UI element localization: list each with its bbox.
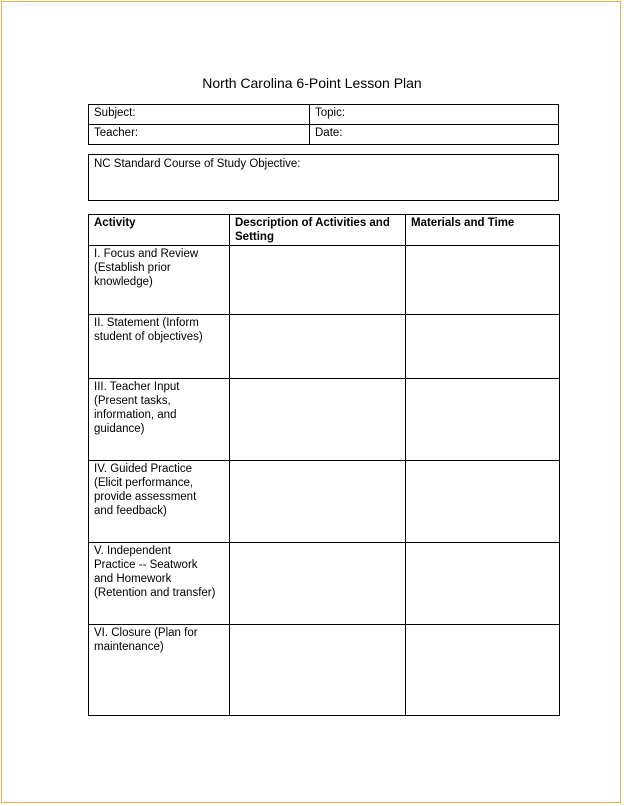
activity-cell: II. Statement (Inform student of objectives): [89, 315, 230, 379]
activity-cell: IV. Guided Practice (Elicit performance, provide assessment and feedback): [89, 461, 230, 543]
table-row: [89, 246, 560, 315]
description-cell[interactable]: [230, 543, 406, 625]
table-row: [89, 461, 560, 543]
description-cell[interactable]: [230, 625, 406, 716]
topic-field[interactable]: Topic:: [310, 105, 559, 125]
header-activity: Activity: [89, 215, 230, 246]
activity-cell: VI. Closure (Plan for maintenance): [89, 625, 230, 716]
activity-cell: III. Teacher Input (Present tasks, information, and guidance): [89, 379, 230, 461]
materials-cell[interactable]: [406, 315, 560, 379]
header-materials: Materials and Time: [406, 215, 560, 246]
description-cell[interactable]: [230, 461, 406, 543]
table-row: [89, 625, 560, 716]
info-row: [89, 105, 559, 125]
objective-field[interactable]: NC Standard Course of Study Objective:: [88, 154, 559, 201]
table-row: [89, 315, 560, 379]
header-description: Description of Activities and Setting: [230, 215, 406, 246]
materials-cell[interactable]: [406, 246, 560, 315]
activity-cell: I. Focus and Review (Establish prior knowledge): [89, 246, 230, 315]
info-row: [89, 125, 559, 145]
activity-cell: V. Independent Practice -- Seatwork and Homework (Retention and transfer): [89, 543, 230, 625]
teacher-field[interactable]: Teacher:: [89, 125, 310, 145]
info-table: [88, 104, 559, 145]
materials-cell[interactable]: [406, 625, 560, 716]
subject-field[interactable]: Subject:: [89, 105, 310, 125]
document-title: North Carolina 6-Point Lesson Plan: [202, 75, 422, 91]
date-field[interactable]: Date:: [310, 125, 559, 145]
table-header-row: [89, 215, 560, 246]
lesson-plan-table: [88, 214, 560, 716]
materials-cell[interactable]: [406, 379, 560, 461]
table-row: [89, 543, 560, 625]
description-cell[interactable]: [230, 246, 406, 315]
description-cell[interactable]: [230, 379, 406, 461]
table-row: [89, 379, 560, 461]
materials-cell[interactable]: [406, 461, 560, 543]
description-cell[interactable]: [230, 315, 406, 379]
materials-cell[interactable]: [406, 543, 560, 625]
